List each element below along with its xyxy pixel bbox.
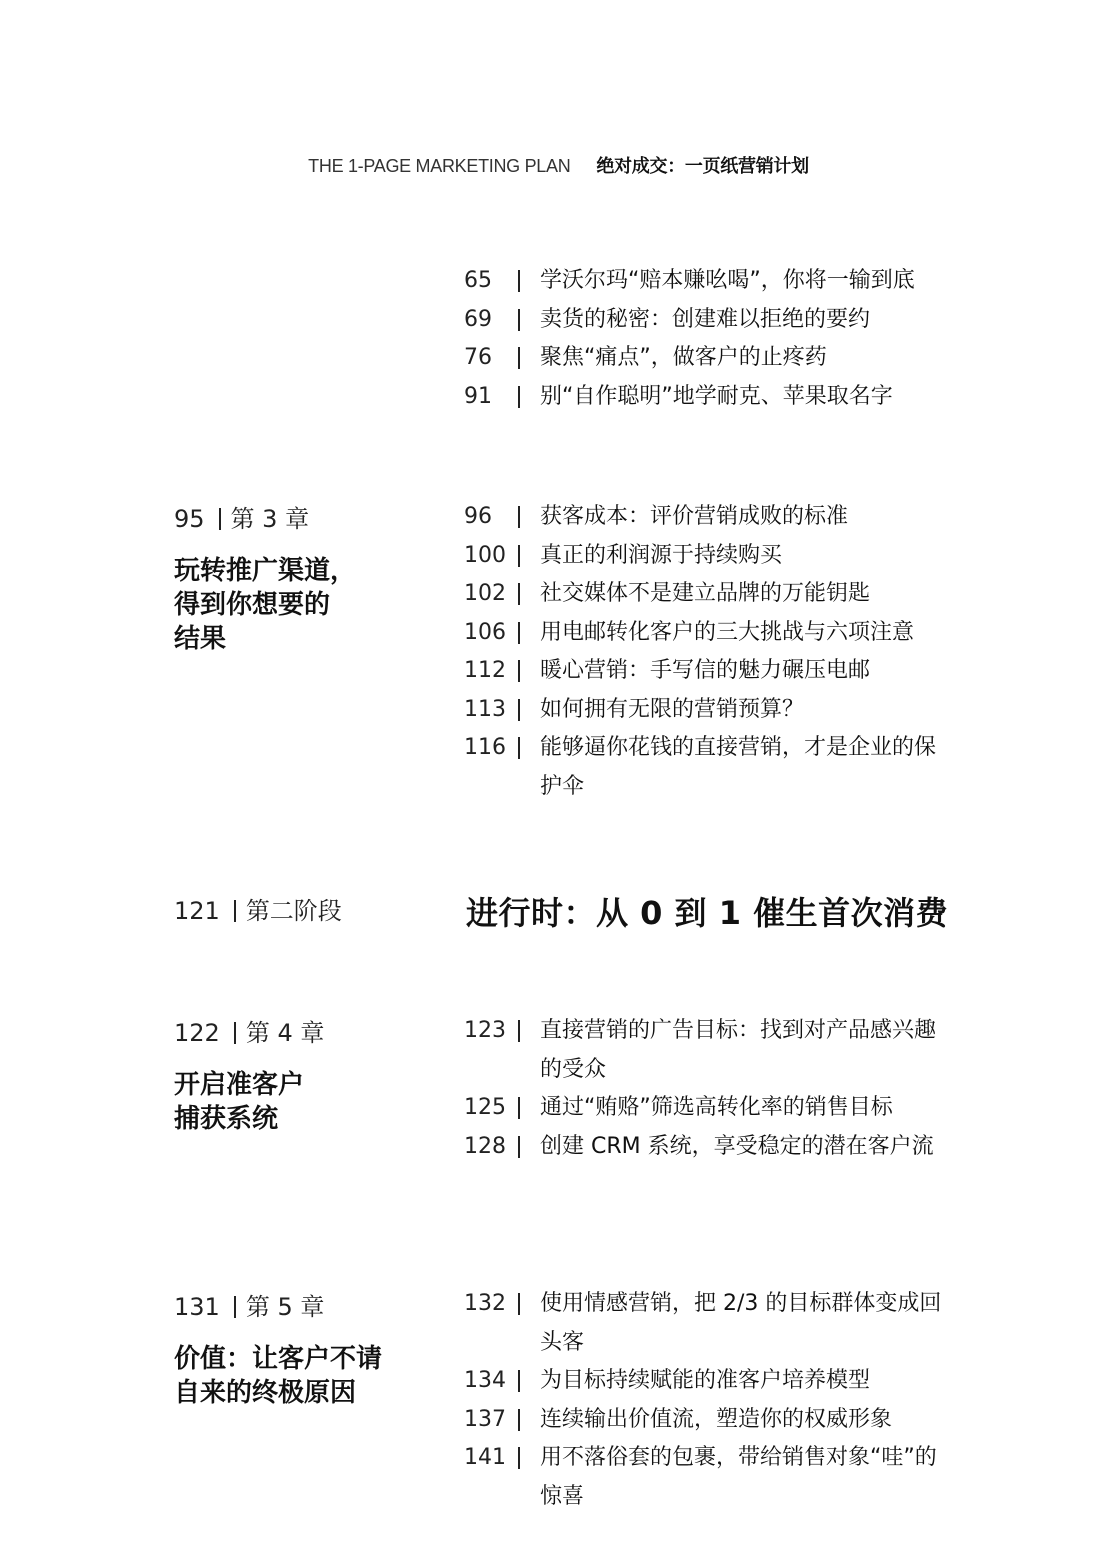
entry-title: 暖心营销：手写信的魅力碾压电邮	[540, 658, 871, 683]
toc-entry[interactable]	[464, 498, 944, 537]
toc-entry[interactable]	[464, 339, 944, 378]
chapter-5-entries	[464, 1285, 944, 1516]
toc-entry[interactable]	[464, 614, 944, 653]
entry-title: 别“自作聪明”地学耐克、苹果取名字	[540, 383, 893, 409]
entry-page: 65	[464, 268, 492, 293]
entry-title: 能够逼你花钱的直接营销，才是企业的保护伞	[540, 735, 937, 799]
toc-entry[interactable]	[464, 1285, 944, 1362]
entry-title: 如何拥有无限的营销预算？	[540, 696, 805, 722]
chapter-title: 价值：让客户不请 自来的终极原因	[174, 1344, 383, 1408]
separator-bar	[518, 1020, 520, 1042]
entry-title: 直接营销的广告目标：找到对产品感兴趣的受众	[540, 1018, 937, 1082]
entry-page: 134	[464, 1368, 506, 1393]
header-title-en: THE 1-PAGE MARKETING PLAN	[308, 156, 571, 176]
chapter-4-heading	[174, 1018, 434, 1136]
entry-page: 116	[464, 735, 506, 760]
header-title-zh: 绝对成交：一页纸营销计划	[596, 156, 809, 177]
entry-page: 76	[464, 345, 492, 370]
chapter-line[interactable]	[174, 504, 434, 534]
entry-title: 通过“贿赂”筛选高转化率的销售目标	[540, 1095, 893, 1120]
toc-entry[interactable]	[464, 1401, 944, 1440]
separator-bar	[518, 583, 520, 605]
separator-bar	[234, 900, 236, 922]
chapter-page: 122	[174, 1019, 220, 1047]
entry-page: 141	[464, 1445, 506, 1470]
separator-bar	[518, 1097, 520, 1119]
separator-bar	[518, 737, 520, 759]
toc-entry[interactable]	[464, 537, 944, 576]
toc-entry[interactable]	[464, 1012, 944, 1089]
entry-title: 为目标持续赋能的准客户培养模型	[540, 1368, 871, 1393]
separator-bar	[234, 1296, 236, 1318]
separator-bar	[518, 622, 520, 644]
separator-bar	[518, 347, 520, 369]
toc-entry[interactable]	[464, 691, 944, 730]
separator-bar	[234, 1022, 236, 1044]
page-header	[0, 152, 1117, 178]
entry-page: 91	[464, 383, 492, 409]
phase-title: 进行时：从 0 到 1 催生首次消费	[466, 894, 949, 932]
chapter-4-entries	[464, 1012, 944, 1166]
chapter-page: 131	[174, 1293, 220, 1321]
entry-page: 106	[464, 619, 506, 645]
toc-entry[interactable]	[464, 1128, 944, 1167]
separator-bar	[518, 1370, 520, 1392]
toc-entry[interactable]	[464, 301, 944, 340]
phase-page: 121	[174, 897, 220, 925]
entry-title: 连续输出价值流，塑造你的权威形象	[540, 1406, 893, 1432]
phase-2-heading	[174, 896, 434, 926]
entry-page: 128	[464, 1133, 506, 1159]
phase-label: 第二阶段	[245, 897, 342, 925]
entry-page: 132	[464, 1291, 506, 1316]
separator-bar	[518, 545, 520, 567]
entry-title: 社交媒体不是建立品牌的万能钥匙	[540, 581, 871, 606]
separator-bar	[518, 1409, 520, 1431]
separator-bar	[518, 1447, 520, 1469]
toc-entries-top	[464, 262, 944, 416]
separator-bar	[518, 699, 520, 721]
entry-page: 100	[464, 542, 506, 568]
entry-title: 使用情感营销，把 2/3 的目标群体变成回头客	[540, 1291, 942, 1355]
toc-entry[interactable]	[464, 1439, 944, 1516]
entry-page: 102	[464, 581, 506, 606]
entry-page: 113	[464, 696, 506, 722]
separator-bar	[518, 506, 520, 528]
entry-page: 112	[464, 658, 506, 683]
entry-title: 创建 CRM 系统，享受稳定的潜在客户流	[540, 1133, 934, 1159]
chapter-label: 第 5 章	[245, 1293, 325, 1321]
entry-title: 聚焦“痛点”，做客户的止疼药	[540, 345, 827, 370]
chapter-3-entries	[464, 498, 944, 806]
separator-bar	[518, 309, 520, 331]
entry-page: 96	[464, 504, 492, 529]
separator-bar	[518, 660, 520, 682]
separator-bar	[518, 1293, 520, 1315]
toc-entry[interactable]	[464, 1362, 944, 1401]
entry-title: 用电邮转化客户的三大挑战与六项注意	[540, 619, 915, 645]
entry-page: 123	[464, 1018, 506, 1043]
entry-page: 69	[464, 306, 492, 332]
chapter-3-heading	[174, 504, 434, 656]
toc-entry[interactable]	[464, 575, 944, 614]
toc-entry[interactable]	[464, 652, 944, 691]
toc-entry[interactable]	[464, 262, 944, 301]
entry-page: 137	[464, 1406, 506, 1432]
entry-page: 125	[464, 1095, 506, 1120]
toc-entry[interactable]	[464, 1089, 944, 1128]
entry-title: 卖货的秘密：创建难以拒绝的要约	[540, 306, 871, 332]
entry-title: 获客成本：评价营销成败的标准	[540, 504, 849, 529]
separator-bar	[518, 270, 520, 292]
chapter-title: 玩转推广渠道， 得到你想要的 结果	[174, 556, 357, 654]
chapter-line[interactable]	[174, 1292, 434, 1322]
chapter-title: 开启准客户 捕获系统	[174, 1070, 305, 1134]
entry-title: 用不落俗套的包裹，带给销售对象“哇”的惊喜	[540, 1445, 937, 1509]
chapter-label: 第 4 章	[245, 1019, 325, 1047]
phase-line[interactable]	[174, 896, 434, 926]
entry-title: 真正的利润源于持续购买	[540, 542, 783, 568]
chapter-5-heading	[174, 1292, 434, 1410]
chapter-line[interactable]	[174, 1018, 434, 1048]
separator-bar	[219, 508, 221, 530]
separator-bar	[518, 386, 520, 408]
chapter-page: 95	[174, 505, 205, 533]
entry-title: 学沃尔玛“赔本赚吆喝”，你将一输到底	[540, 268, 915, 293]
separator-bar	[518, 1136, 520, 1158]
toc-entry[interactable]	[464, 729, 944, 806]
toc-entry[interactable]	[464, 378, 944, 417]
chapter-label: 第 3 章	[230, 505, 310, 533]
